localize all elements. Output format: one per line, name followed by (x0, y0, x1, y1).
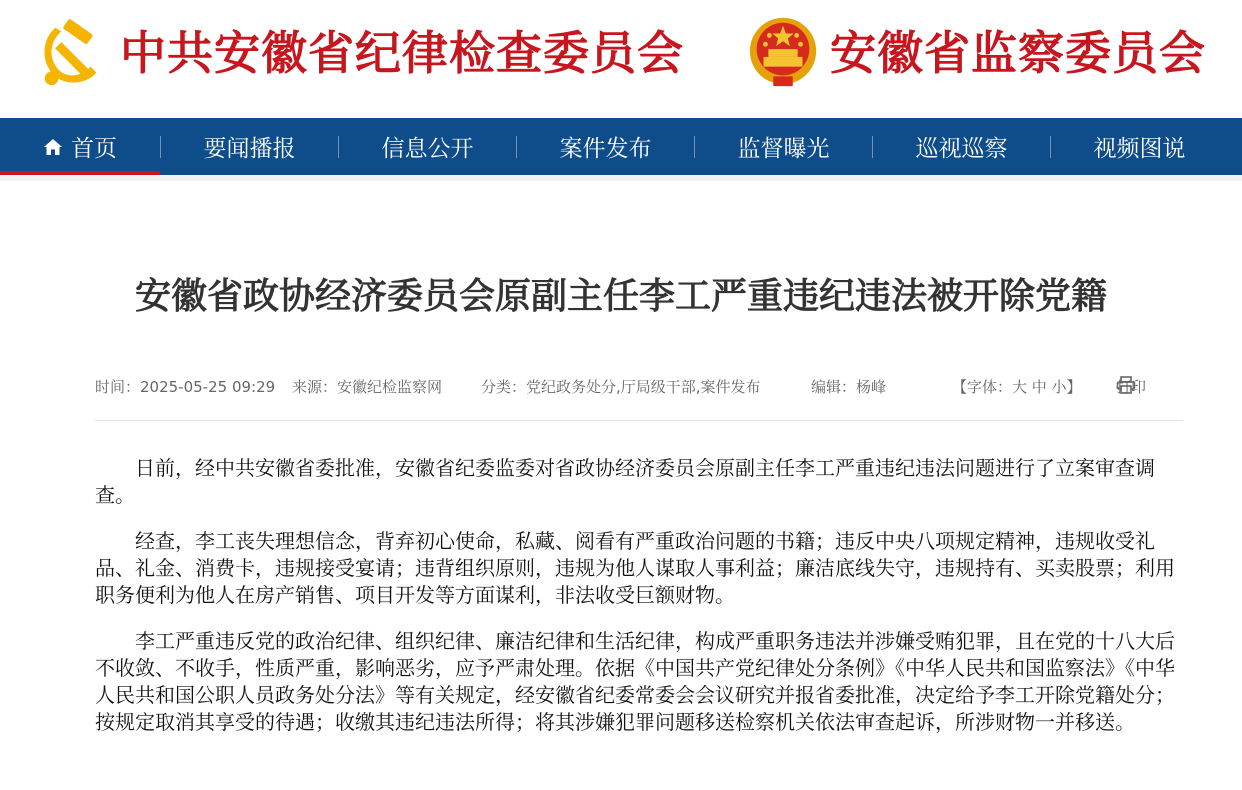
nav-item-video[interactable] (1051, 118, 1228, 175)
party-emblem-icon (34, 14, 112, 92)
print-button[interactable] (1116, 376, 1147, 396)
nav-label: 首页 (71, 136, 117, 162)
nav-item-home[interactable] (0, 118, 160, 175)
font-size-switcher[interactable]: 【字体：大 中 小】 (952, 378, 1082, 396)
article-paragraph: 日前，经中共安徽省委批准，安徽省纪委监委对省政协经济委员会原副主任李工严重违纪违法问题进行了立案审查调查。 (95, 456, 1155, 507)
left-site-title: 中共安徽省纪律检查委员会 (120, 26, 684, 80)
main-nav (0, 118, 1242, 175)
nav-label: 监督曝光 (737, 136, 830, 162)
home-icon (43, 138, 63, 156)
nav-item-supervision-exposure[interactable] (695, 118, 872, 175)
nav-item-case-release[interactable] (517, 118, 694, 175)
meta-divider (95, 420, 1183, 421)
right-site-title: 安徽省监察委员会 (830, 26, 1206, 80)
article-category: 分类：党纪政务处分,厅局级干部,案件发布 (481, 378, 761, 396)
article-paragraph: 经查，李工丧失理想信念，背弃初心使命，私藏、阅看有严重政治问题的书籍；违反中央八项规定精神，违规收受礼品、礼金、消费卡，违规接受宴请；违背组织原则，违规为他人谋取人事利益；廉洁底线失守，违规持有、买卖股票；利用职务便利为他人在房产销售、项目开发等方面谋利，非法收受巨额财物。 (95, 529, 1175, 607)
nav-item-inspection[interactable] (873, 118, 1050, 175)
article-editor: 编辑：杨峰 (811, 378, 887, 396)
nav-item-info-disclosure[interactable] (339, 118, 516, 175)
article-body (95, 455, 1185, 755)
nav-underbar (0, 175, 1242, 181)
article-paragraph: 李工严重违反党的政治纪律、组织纪律、廉洁纪律和生活纪律，构成严重职务违法并涉嫌受贿犯罪，且在党的十八大后不收敛、不收手，性质严重，影响恶劣，应予严肃处理。依据《中国共产党纪律处分条例》《中华人民共和国监察法》《中华人民共和国公职人员政务处分法》等有关规定，经安徽省纪委常委会会议研究并报省委批准，决定给予李工开除党籍处分；按规定取消其享受的待遇；收缴其违纪违法所得；将其涉嫌犯罪问题移送检察机关依法审查起诉，所涉财物一并移送。 (95, 629, 1175, 734)
nav-item-news[interactable] (161, 118, 338, 175)
print-label: 打印 (1116, 378, 1147, 396)
publish-time: 时间：2025-05-25 09:29 (95, 378, 276, 396)
national-emblem-icon (744, 14, 822, 92)
nav-label: 巡视巡察 (915, 136, 1008, 162)
nav-label: 要闻播报 (203, 136, 296, 162)
party-discipline-logo[interactable] (34, 14, 684, 92)
site-header (0, 0, 1242, 118)
article-meta (95, 376, 1183, 396)
nav-label: 视频图说 (1093, 136, 1186, 162)
article-source: 来源：安徽纪检监察网 (292, 378, 443, 396)
nav-label: 信息公开 (381, 136, 474, 162)
supervision-logo[interactable] (744, 14, 1206, 92)
nav-label: 案件发布 (559, 136, 652, 162)
article-title: 安徽省政协经济委员会原副主任李工严重违纪违法被开除党籍 (134, 276, 1107, 317)
